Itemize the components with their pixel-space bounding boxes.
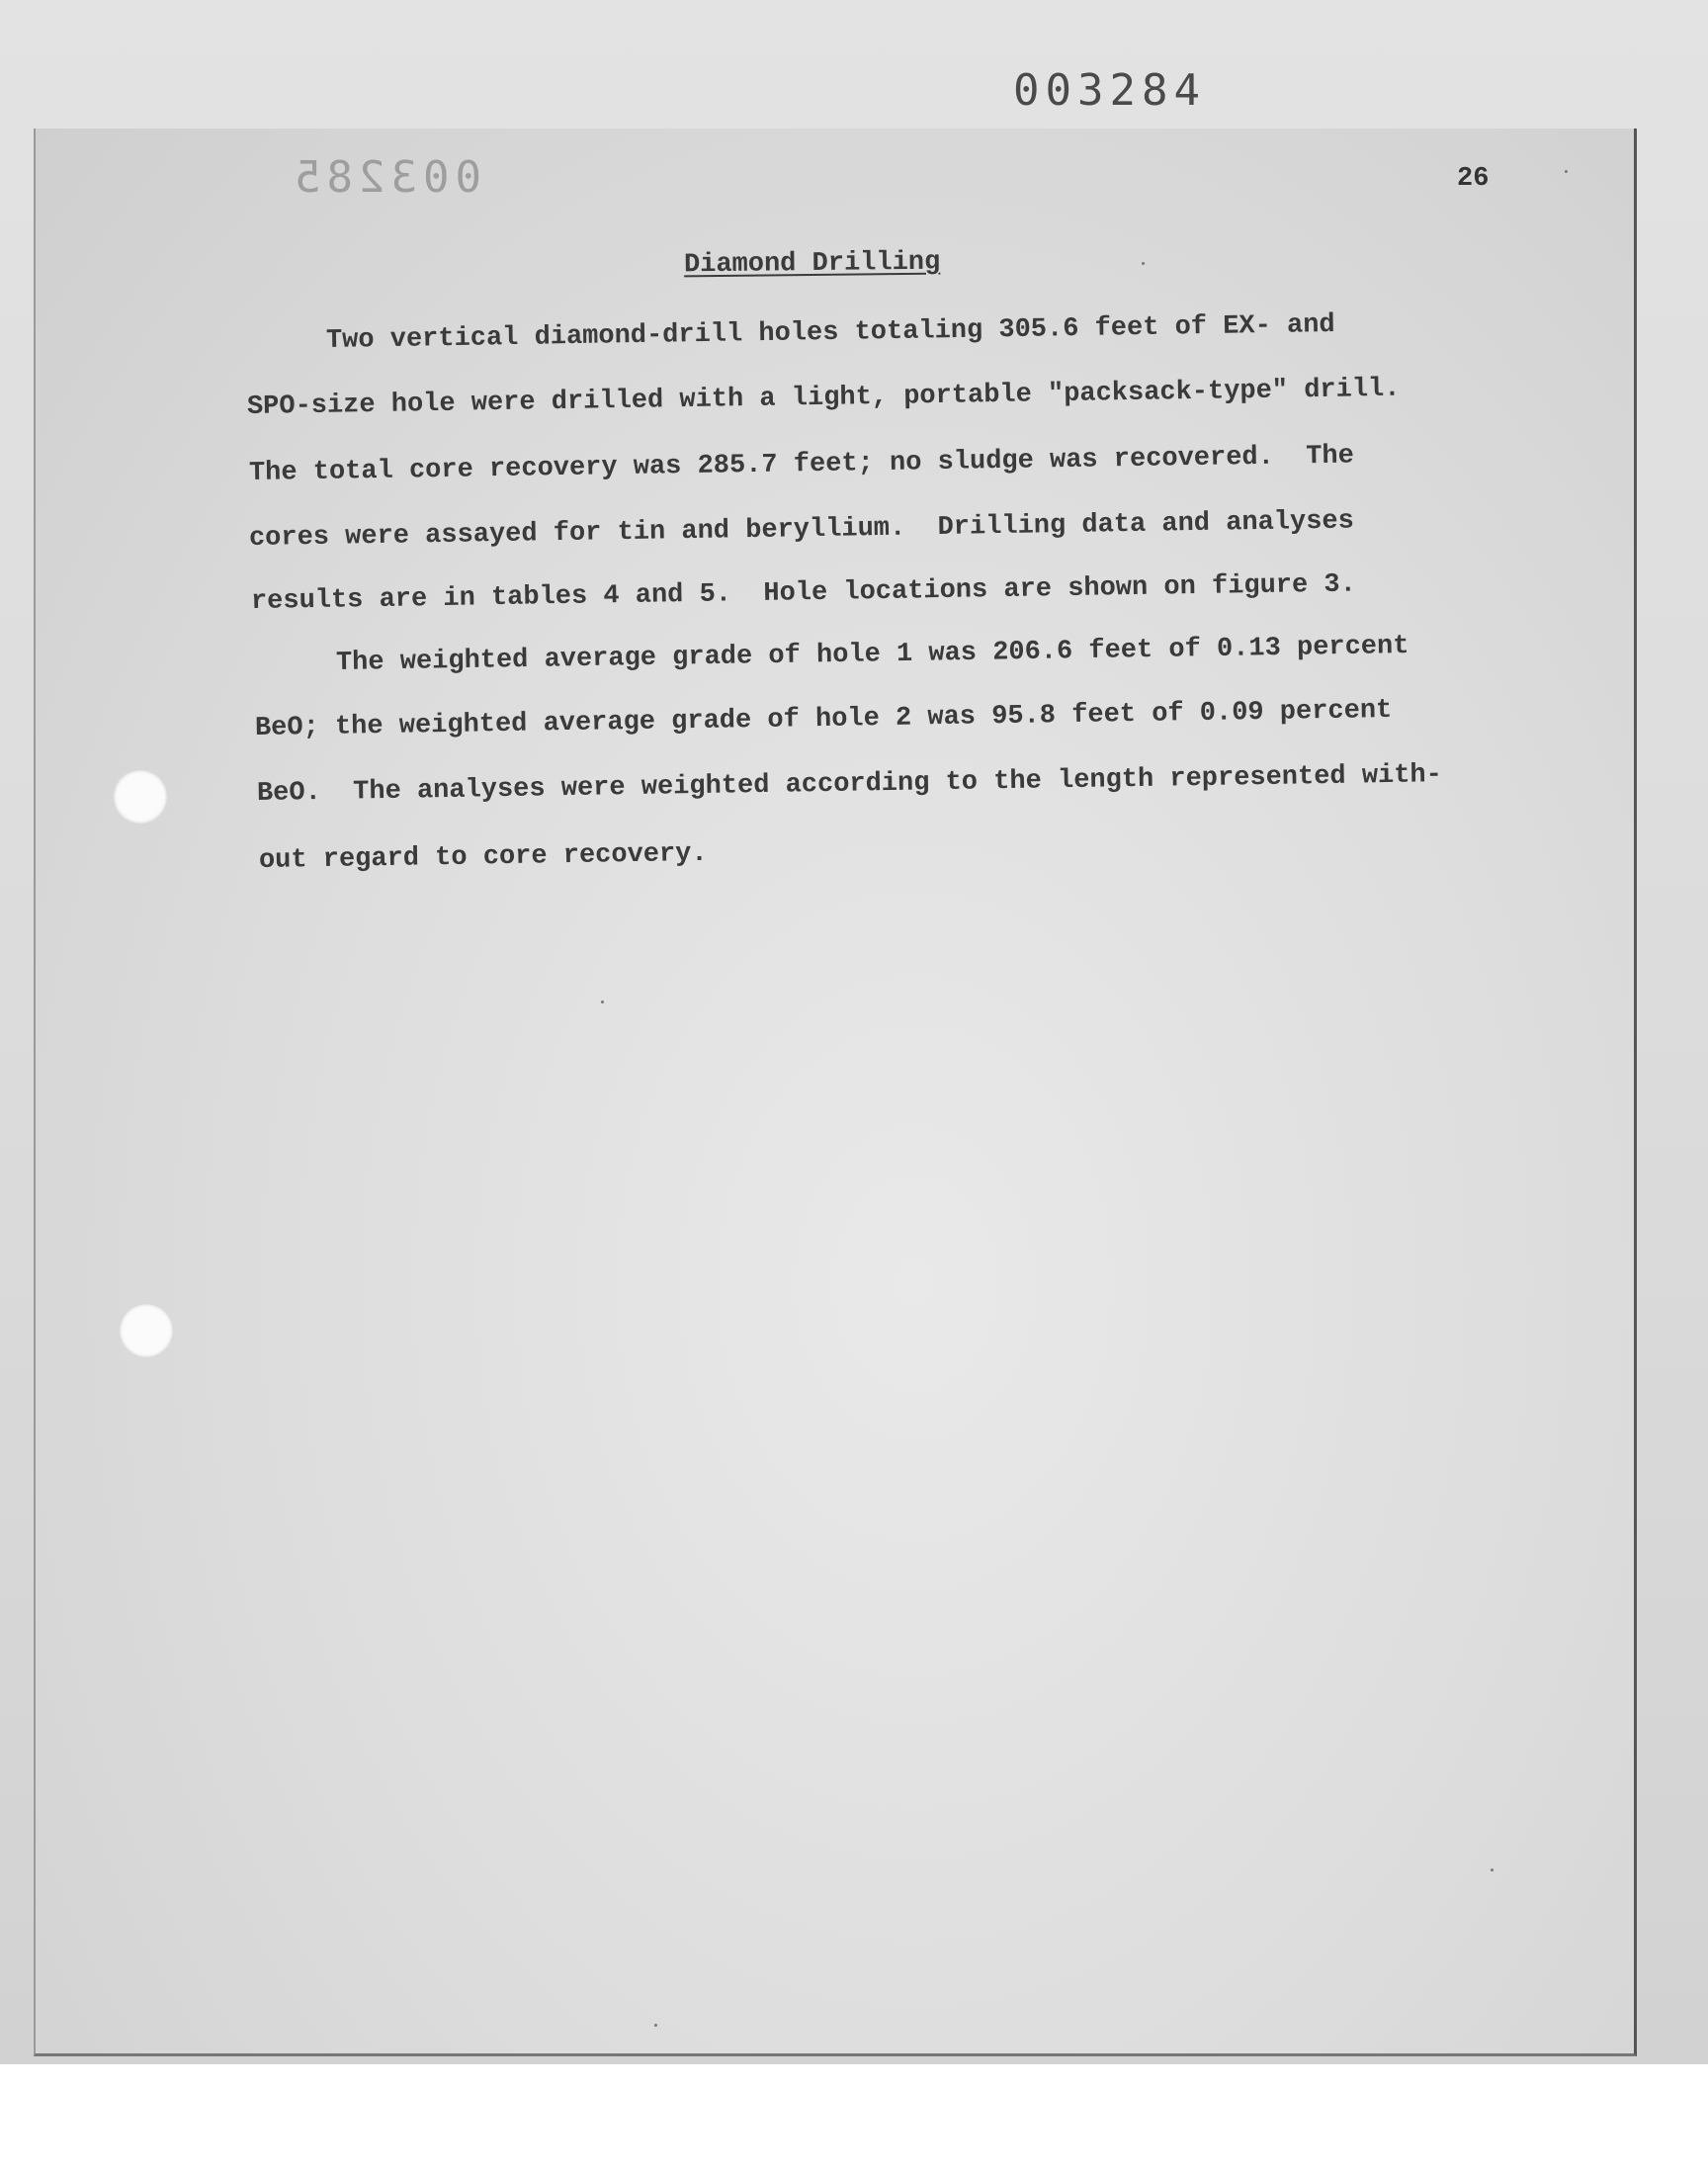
punch-hole bbox=[119, 1303, 174, 1358]
section-heading: Diamond Drilling bbox=[683, 247, 941, 281]
text-line: cores were assayed for tin and beryllium. Drilling data and analyses bbox=[248, 506, 1355, 554]
text-line: Two vertical diamond-drill holes totaling 305.6 feet of EX- and bbox=[325, 309, 1335, 356]
stamp-number-bleedthrough: 003285 bbox=[289, 152, 481, 203]
text-line: BeO; the weighted average grade of hole 2 was 95.8 feet of 0.09 percent bbox=[254, 695, 1393, 743]
text-line: The weighted average grade of hole 1 was 206.6 feet of 0.13 percent bbox=[335, 631, 1409, 678]
text-line: BeO. The analyses were weighted according to the length represented with- bbox=[256, 760, 1443, 809]
text-line: out regard to core recovery. bbox=[258, 838, 708, 876]
punch-hole bbox=[113, 769, 168, 825]
page-number: 26 bbox=[1457, 164, 1490, 194]
text-line: The total core recovery was 285.7 feet; no sludge was recovered. The bbox=[248, 441, 1355, 488]
scan-bottom-margin bbox=[0, 2064, 1708, 2175]
text-line: results are in tables 4 and 5. Hole locations are shown on figure 3. bbox=[250, 569, 1357, 617]
text-line: SPO-size hole were drilled with a light, portable "packsack-type" drill. bbox=[246, 374, 1401, 422]
stamp-number: 003284 bbox=[1013, 65, 1206, 116]
